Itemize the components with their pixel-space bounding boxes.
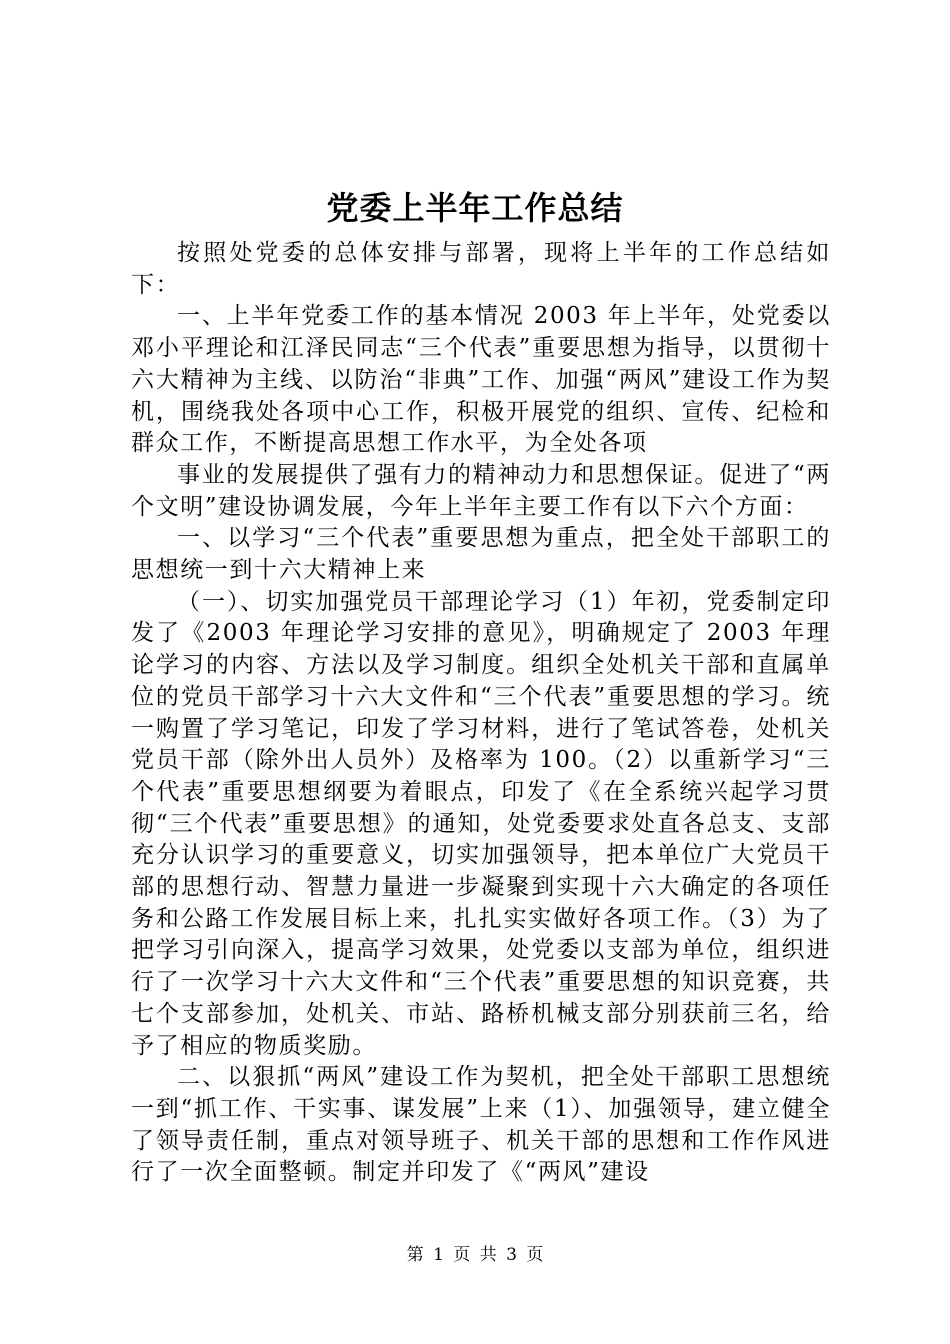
paragraph-section-two: 二、以狠抓“两风”建设工作为契机，把全处干部职工思想统一到“抓工作、干实事、谋发展”上来（1）、加强领导，建立健全了领导责任制，重点对领导班子、机关干部的思想和工作作风进行了一次全面整顿。制定并印发了《“两风”建设 (131, 1064, 831, 1186)
paragraph-intro: 按照处党委的总体安排与部署，现将上半年的工作总结如下： (131, 240, 831, 298)
paragraph-basic-situation: 一、上半年党委工作的基本情况 2003 年上半年，处党委以邓小平理论和江泽民同志“三个代表”重要思想为指导，以贯彻十六大精神为主线、以防治“非典”工作、加强“两风”建设工作为契机，围绕我处各项中心工作，积极开展党的组织、宣传、纪检和群众工作，不断提高思想工作水平，为全处各项 (131, 303, 831, 457)
page-footer: 第 1 页 共 3 页 (406, 1245, 544, 1265)
paragraph-six-aspects: 事业的发展提供了强有力的精神动力和思想保证。促进了“两个文明”建设协调发展，今年上半年主要工作有以下六个方面： (131, 461, 831, 520)
document-title: 党委上半年工作总结 (326, 189, 624, 227)
paragraph-section-one-heading: 一、以学习“三个代表”重要思想为重点，把全处干部职工的思想统一到十六大精神上来 (131, 525, 831, 584)
paragraph-theory-study: （一）、切实加强党员干部理论学习（1）年初，党委制定印发了《2003 年理论学习安排的意见》，明确规定了 2003 年理论学习的内容、方法以及学习制度。组织全处机关干部和直属单位的党员干部学习十六大文件和“三个代表”重要思想的学习。统一购置了学习笔记，印发了学习材料，进行了笔试答卷，处机关党员干部（除外出人员外）及格率为 100。（2）以重新学习“三个代表”重要思想纲要为着眼点，印发了《在全系统兴起学习贯彻“三个代表”重要思想》的通知，处党委要求处直各总支、支部充分认识学习的重要意义，切实加强领导，把本单位广大党员干部的思想行动、智慧力量进一步凝聚到实现十六大确定的各项任务和公路工作发展目标上来，扎扎实实做好各项工作。（3）为了把学习引向深入，提高学习效果，处党委以支部为单位，组织进行了一次学习十六大文件和“三个代表”重要思想的知识竞赛，共七个支部参加，处机关、市站、路桥机械支部分别获前三名，给予了相应的物质奖励。 (131, 588, 831, 1059)
document-body (131, 238, 831, 1189)
